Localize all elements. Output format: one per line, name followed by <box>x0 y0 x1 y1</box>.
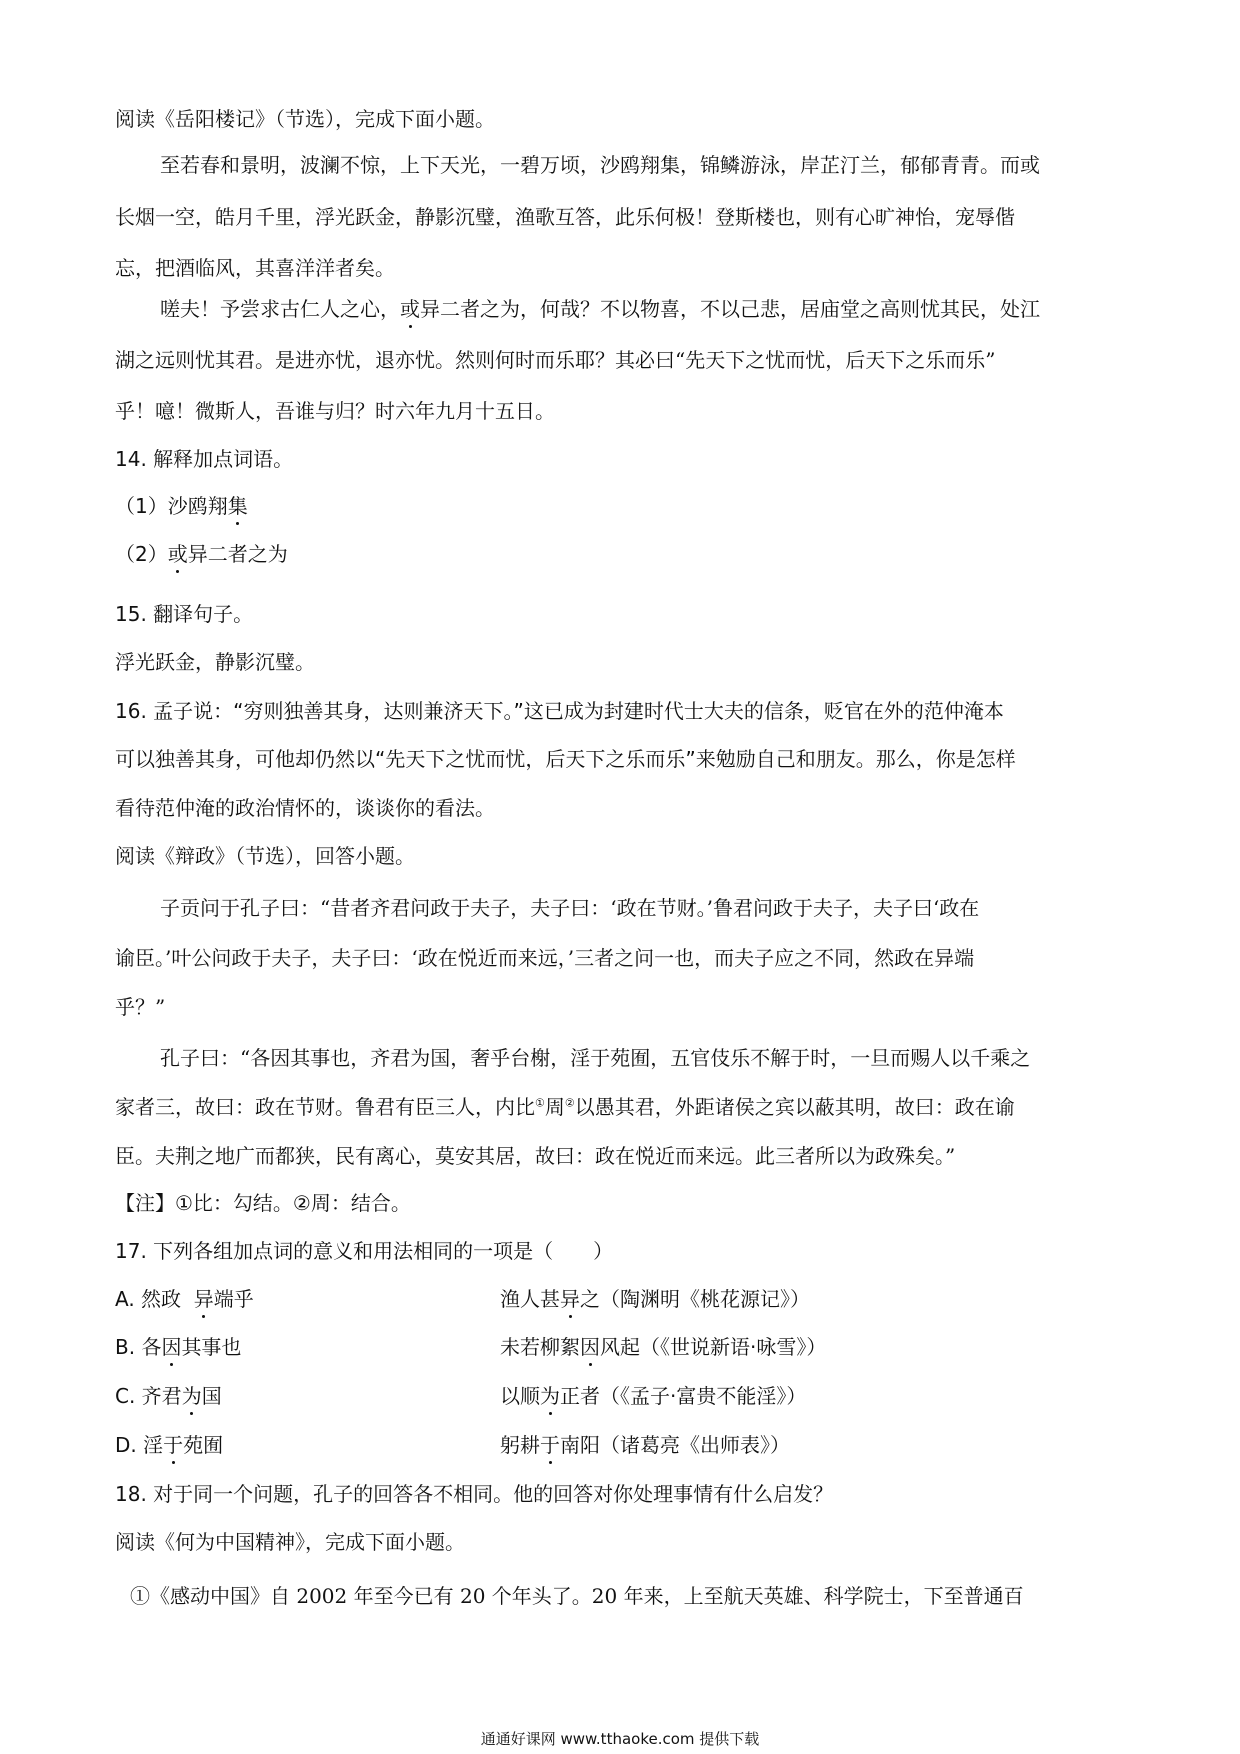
question-15-stem: 15. 翻译句子。 <box>115 602 254 626</box>
passage-line: 嗟夫！予尝求古仁人之心，或异二者之为，何哉？不以物喜，不以己悲，居庙堂之高则忧其民，处江 <box>160 297 1040 321</box>
footnote-marker: ① <box>535 1096 545 1110</box>
page-footer: 通通好课网 www.tthaoke.com 提供下载 <box>480 1730 760 1748</box>
question-18-stem: 18. 对于同一个问题，孔子的回答各不相同。他的回答对你处理事情有什么启发？ <box>115 1482 834 1506</box>
question-16-line: 可以独善其身，可他却仍然以“先天下之忧而忧，后天下之乐而乐”来勉励自己和朋友。那么，你是怎样 <box>115 747 1016 771</box>
option-c: C. 齐君为国 以顺为正者（《孟子·富贵不能淫》） <box>115 1384 807 1408</box>
question-16-line: 16. 孟子说：“穷则独善其身，达则兼济天下。”这已成为封建时代士大夫的信条，贬官在外的范仲淹本 <box>115 699 1004 723</box>
passage-line: 至若春和景明，波澜不惊，上下天光，一碧万顷，沙鸥翔集，锦鳞游泳，岸芷汀兰，郁郁青青。而或 <box>160 153 1040 177</box>
option-c-compare: 以顺为正者（《孟子·富贵不能淫》） <box>500 1384 807 1408</box>
footnote-marker: ② <box>564 1096 575 1110</box>
dotted-word: 或 <box>167 542 188 566</box>
dotted-word: 集 <box>227 494 248 518</box>
question-14-item-1: （1）沙鸥翔集 <box>115 494 248 518</box>
section-title: 阅读《何为中国精神》，完成下面小题。 <box>115 1530 465 1554</box>
dotted-word: 于 <box>540 1433 560 1457</box>
passage-line: ①《感动中国》自 2002 年至今已有 20 个年头了。20 年来，上至航天英雄、科学院士，下至普通百 <box>130 1584 1024 1608</box>
section-title: 阅读《辩政》（节选），回答小题。 <box>115 844 415 868</box>
option-a: A. 然政 异端乎 渔人甚异之（陶渊明《桃花源记》） <box>115 1287 810 1311</box>
dotted-word: 于 <box>163 1433 184 1457</box>
dotted-word: 因 <box>580 1335 600 1359</box>
question-15-sentence: 浮光跃金，静影沉璧。 <box>115 650 315 674</box>
passage-line: 乎！噫！微斯人，吾谁与归？时六年九月十五日。 <box>115 399 555 423</box>
question-14-item-2: （2）或异二者之为 <box>115 542 288 566</box>
option-d-compare: 躬耕于南阳（诸葛亮《出师表》） <box>500 1433 790 1457</box>
dotted-word: 异 <box>560 1287 580 1311</box>
passage-line: 湖之远则忧其君。是进亦忧，退亦忧。然则何时而乐耶？其必曰“先天下之忧而忧，后天下之乐而乐” <box>115 348 996 372</box>
dotted-word: 或 <box>400 297 420 321</box>
question-14-stem: 14. 解释加点词语。 <box>115 447 294 471</box>
question-16-line: 看待范仲淹的政治情怀的，谈谈你的看法。 <box>115 796 495 820</box>
passage-line: 谕臣。’叶公问政于夫子，夫子曰：‘政在悦近而来远，’三者之问一也，而夫子应之不同，然政在异端 <box>115 946 975 970</box>
passage-line: 忘，把酒临风，其喜洋洋者矣。 <box>115 256 395 280</box>
option-a-compare: 渔人甚异之（陶渊明《桃花源记》） <box>500 1287 810 1311</box>
dotted-word: 为 <box>540 1384 560 1408</box>
option-b-compare: 未若柳絮因风起（《世说新语·咏雪》） <box>500 1335 827 1359</box>
dotted-word: 因 <box>161 1335 182 1359</box>
option-d: D. 淫于苑囿 躬耕于南阳（诸葛亮《出师表》） <box>115 1433 790 1457</box>
footnote: 【注】①比：勾结。②周：结合。 <box>115 1191 411 1215</box>
dotted-word: 为 <box>181 1384 202 1408</box>
passage-line: 孔子曰：“各因其事也，齐君为国，奢乎台榭，淫于苑囿，五官伎乐不解于时，一旦而赐人以千乘之 <box>160 1046 1031 1070</box>
passage-line: 子贡问于孔子曰：“昔者齐君问政于夫子，夫子曰：‘政在节财。’鲁君问政于夫子，夫子曰‘政在 <box>160 896 980 920</box>
passage-line: 家者三，故曰：政在节财。鲁君有臣三人，内比①周②以愚其君，外距诸侯之宾以蔽其明，故曰：政在谕 <box>115 1095 1015 1119</box>
option-b: B. 各因其事也 未若柳絮因风起（《世说新语·咏雪》） <box>115 1335 827 1359</box>
section-title: 阅读《岳阳楼记》（节选），完成下面小题。 <box>115 107 495 131</box>
passage-line: 乎？” <box>115 995 166 1019</box>
passage-line: 臣。夫荆之地广而都狭，民有离心，莫安其居，故曰：政在悦近而来远。此三者所以为政殊矣。” <box>115 1144 956 1168</box>
question-17-stem: 17. 下列各组加点词的意义和用法相同的一项是（ ） <box>115 1239 614 1263</box>
dotted-word: 异 <box>193 1287 214 1311</box>
passage-line: 长烟一空，皓月千里，浮光跃金，静影沉璧，渔歌互答，此乐何极！登斯楼也，则有心旷神怡，宠辱偕 <box>115 205 1015 229</box>
